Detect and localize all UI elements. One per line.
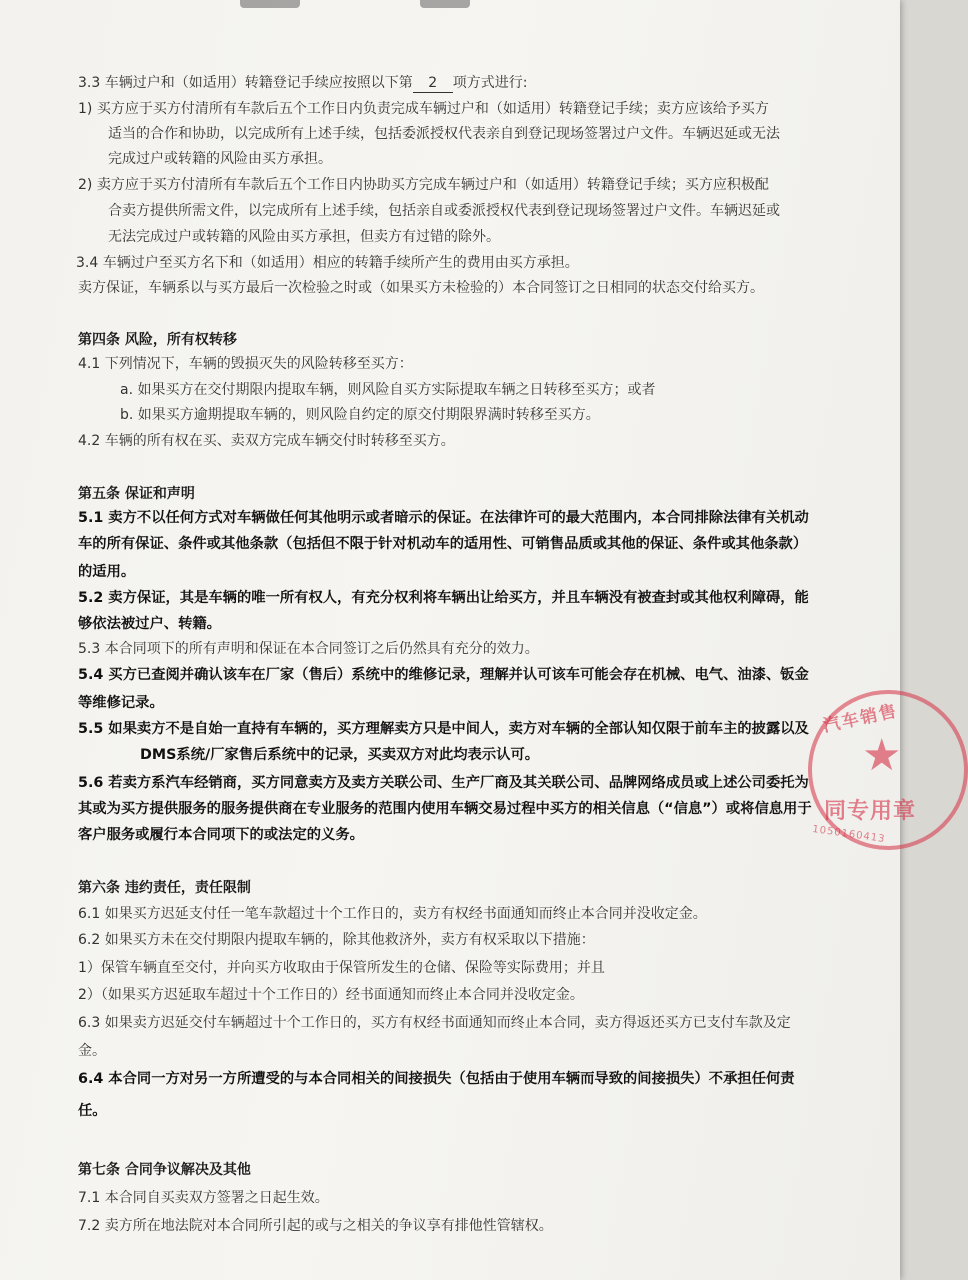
clause-5-2-line: 够依法被过户、转籍。 bbox=[78, 616, 221, 632]
clause-4-1: 4.1 下列情况下，车辆的毁损灭失的风险转移至买方： bbox=[78, 356, 413, 372]
seal-number: 1050160413 bbox=[811, 823, 887, 846]
clause-6-2: 6.2 如果买方未在交付期限内提取车辆的，除其他救济外，卖方有权采取以下措施： bbox=[78, 932, 595, 948]
seal-bottom-text: 同专用章 bbox=[824, 799, 917, 824]
clause-3-3-2-line: 2) 卖方应于买方付清所有车款后五个工作日内协助买方完成车辆过户和（如适用）转籍登记手续；买方应积极配 bbox=[78, 177, 769, 193]
section-4-heading: 第四条 风险，所有权转移 bbox=[78, 332, 237, 348]
clause-5-4-line: 等维修记录。 bbox=[78, 695, 164, 711]
clause-5-1-line: 5.1 卖方不以任何方式对车辆做任何其他明示或者暗示的保证。在法律许可的最大范围内，本合同排除法律有关机动 bbox=[78, 510, 809, 526]
section-7-heading: 第七条 合同争议解决及其他 bbox=[78, 1162, 251, 1178]
clause-4-2: 4.2 车辆的所有权在买、卖双方完成车辆交付时转移至买方。 bbox=[78, 433, 455, 449]
clause-6-1: 6.1 如果买方迟延支付任一笔车款超过十个工作日的，卖方有权经书面通知而终止本合同并没收定金。 bbox=[78, 906, 707, 922]
clause-5-6-line: 其或为买方提供服务的服务提供商在专业服务的范围内使用车辆交易过程中买方的相关信息（“信息”）或将信息用于 bbox=[78, 801, 812, 817]
clause-6-3-line: 6.3 如果卖方迟延交付车辆超过十个工作日的，买方有权经书面通知而终止本合同，卖方得返还买方已支付车款及定 bbox=[78, 1015, 791, 1031]
clause-5-4-line: 5.4 买方已查阅并确认该车在厂家（售后）系统中的维修记录，理解并认可该车可能会存在机械、电气、油漆、钣金 bbox=[78, 667, 809, 683]
section-5-heading: 第五条 保证和声明 bbox=[78, 486, 195, 502]
clause-6-2-item-1: 1）保管车辆直至交付，并向买方收取由于保管所发生的仓储、保险等实际费用；并且 bbox=[78, 960, 605, 976]
clause-6-4-line: 6.4 本合同一方对另一方所遭受的与本合同相关的间接损失（包括由于使用车辆而导致的间接损失）不承担任何责 bbox=[78, 1071, 795, 1087]
clause-3-5: 卖方保证，车辆系以与买方最后一次检验之时或（如果买方未检验的）本合同签订之日相同的状态交付给买方。 bbox=[78, 280, 764, 296]
clause-3-3-2-line: 无法完成过户或转籍的风险由买方承担，但卖方有过错的除外。 bbox=[108, 229, 500, 245]
clause-3-3: 3.3 车辆过户和（如适用）转籍登记手续应按照以下第 2 项方式进行: bbox=[78, 75, 528, 91]
clause-7-1: 7.1 本合同自买卖双方签署之日起生效。 bbox=[78, 1190, 329, 1206]
clause-5-5-line: DMS系统/厂家售后系统中的记录，买卖双方对此均表示认可。 bbox=[140, 747, 540, 763]
clause-5-3: 5.3 本合同项下的所有声明和保证在本合同签订之后仍然具有充分的效力。 bbox=[78, 641, 539, 657]
company-seal-stamp bbox=[808, 690, 968, 850]
clause-3-3-1-line: 1) 买方应于买方付清所有车款后五个工作日内负责完成车辆过户和（如适用）转籍登记手续；卖方应该给予买方 bbox=[78, 101, 769, 117]
clause-5-2-line: 5.2 卖方保证，其是车辆的唯一所有权人，有充分权利将车辆出让给买方，并且车辆没有被查封或其他权利障碍，能 bbox=[78, 590, 809, 606]
clause-5-1-line: 车的所有保证、条件或其他条款（包括但不限于针对机动车的适用性、可销售品质或其他的保证、条件或其他条款） bbox=[78, 536, 808, 552]
clause-4-1-b: b. 如果买方逾期提取车辆的，则风险自约定的原交付期限界满时转移至买方。 bbox=[120, 407, 600, 423]
clause-5-6-line: 5.6 若卖方系汽车经销商，买方同意卖方及卖方关联公司、生产厂商及其关联公司、品牌网络成员或上述公司委托为 bbox=[78, 775, 809, 791]
clause-6-2-item-2: 2）（如果买方迟延取车超过十个工作日的）经书面通知而终止本合同并没收定金。 bbox=[78, 987, 584, 1003]
section-6-heading: 第六条 违约责任，责任限制 bbox=[78, 880, 251, 896]
clause-4-1-a: a. 如果买方在交付期限内提取车辆，则风险自买方实际提取车辆之日转移至买方；或者 bbox=[120, 382, 656, 398]
clause-6-3-line: 金。 bbox=[78, 1043, 106, 1059]
clause-5-1-line: 的适用。 bbox=[78, 564, 136, 580]
clause-7-2: 7.2 卖方所在地法院对本合同所引起的或与之相关的争议享有排他性管辖权。 bbox=[78, 1218, 553, 1234]
clause-5-5-line: 5.5 如果卖方不是自始一直持有车辆的，买方理解卖方只是中间人，卖方对车辆的全部认知仅限于前车主的披露以及 bbox=[78, 721, 809, 737]
clause-3-3-2-line: 合卖方提供所需文件，以完成所有上述手续，包括亲自或委派授权代表到登记现场签署过户文件。车辆迟延或 bbox=[108, 203, 780, 219]
clause-5-6-line: 客户服务或履行本合同项下的或法定的义务。 bbox=[78, 827, 364, 843]
top-edge-mark bbox=[420, 0, 470, 8]
top-edge-mark bbox=[240, 0, 300, 8]
seal-top-text: 汽车销售 bbox=[821, 701, 900, 737]
clause-3-3-1-line: 适当的合作和协助，以完成所有上述手续，包括委派授权代表亲自到登记现场签署过户文件。车辆迟延或无法 bbox=[108, 126, 780, 142]
clause-3-3-1-line: 完成过户或转籍的风险由买方承担。 bbox=[108, 151, 332, 167]
clause-6-4-line: 任。 bbox=[78, 1103, 107, 1119]
seal-star-icon: ★ bbox=[862, 730, 902, 781]
fill-in-blank: 2 bbox=[413, 75, 453, 93]
clause-3-4: 3.4 车辆过户至买方名下和（如适用）相应的转籍手续所产生的费用由买方承担。 bbox=[76, 255, 579, 271]
